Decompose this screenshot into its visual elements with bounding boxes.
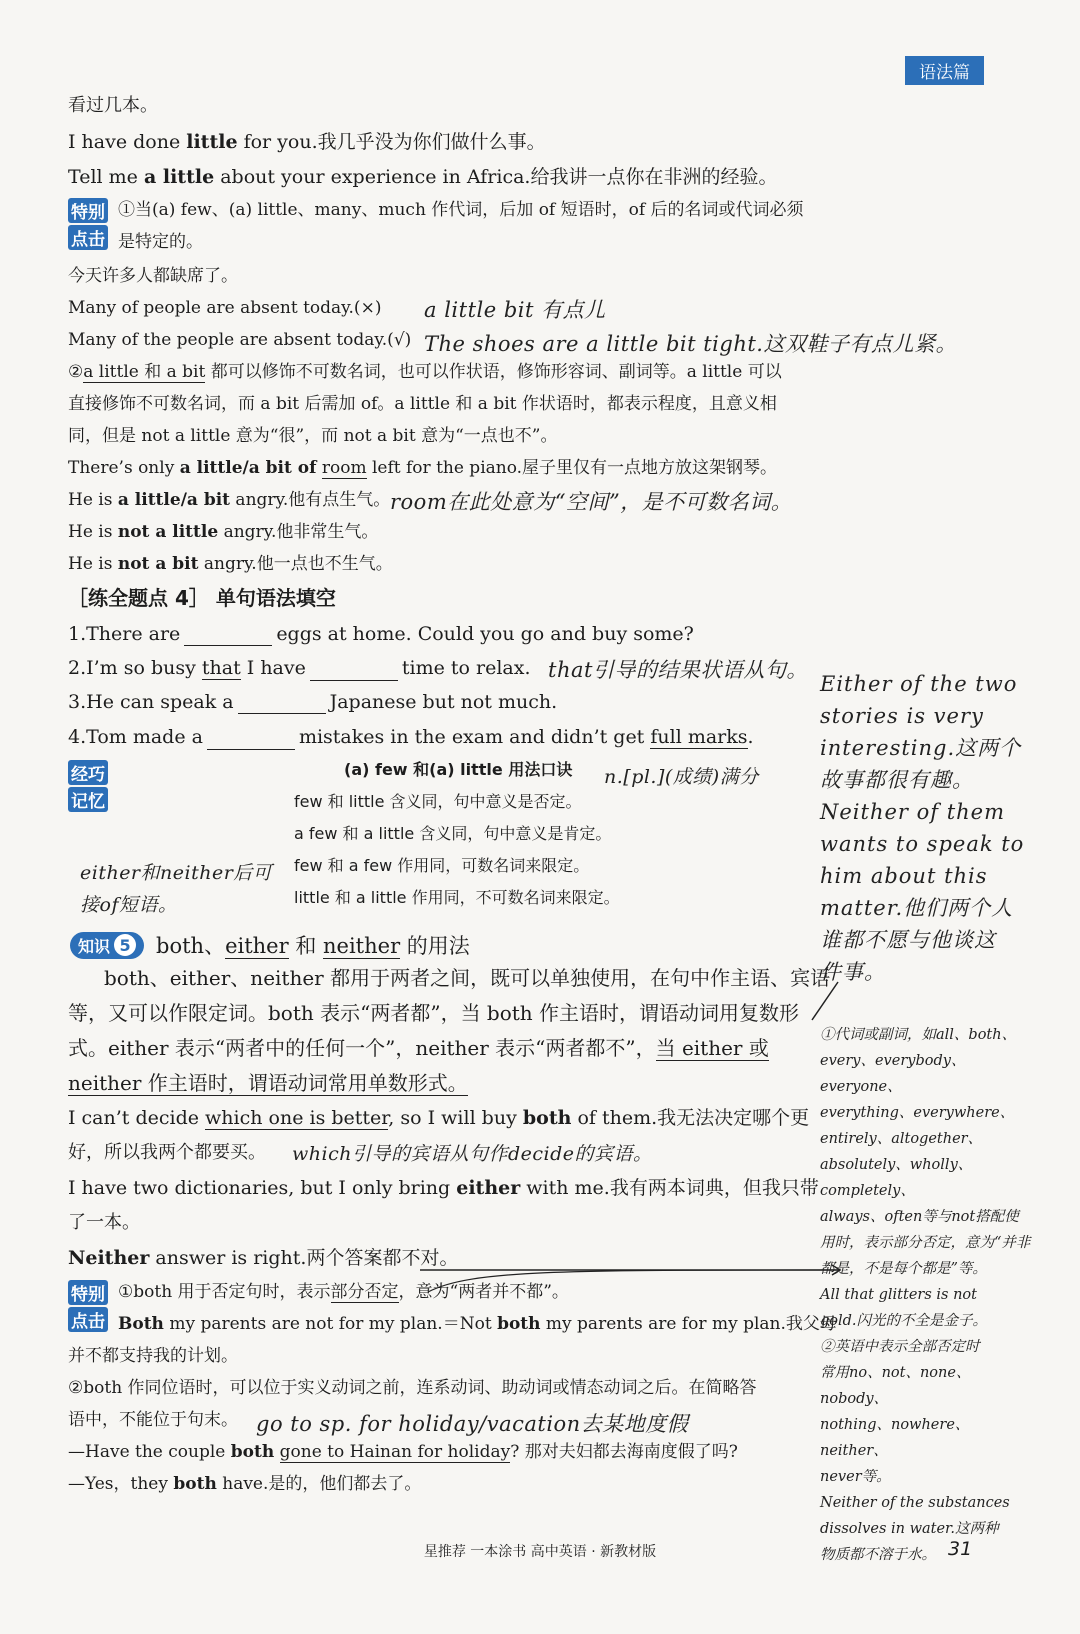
knowledge-title: both、either 和 neither 的用法	[156, 934, 470, 958]
tip-text: 语中，不能位于句末。	[68, 1410, 238, 1430]
handwritten-note: go to sp. for holiday/vacation去某地度假	[256, 1412, 689, 1436]
mnemonic-line: few 和 a few 作用同，可数名词来限定。	[294, 856, 590, 875]
note-line: nothing、nowhere、neither、	[820, 1417, 970, 1459]
note-line: 用时，表示部分否定，意为“并非	[820, 1235, 1031, 1251]
handwritten-note: either和neither后可	[80, 862, 273, 884]
handwritten-note: room在此处意为“空间”，是不可数名词。	[390, 490, 793, 514]
note-line: ①代词或副词，如all、both、	[820, 1027, 1017, 1043]
example-sentence: I have done little for you.我几乎没为你们做什么事。	[68, 131, 546, 153]
note-line: wants to speak to	[820, 832, 1025, 856]
example-sentence: 了一本。	[68, 1212, 140, 1233]
note-line: entirely、altogether、	[820, 1131, 983, 1147]
note-line: matter.他们两个人	[820, 896, 1014, 920]
example-sentence: Neither answer is right.两个答案都不对。	[68, 1247, 459, 1269]
handwritten-note: n.[pl.](成绩)满分	[604, 766, 759, 788]
note-line: 谁都不愿与他谈这	[820, 928, 996, 952]
note-line: 件事。	[820, 960, 886, 984]
page-footer: 星推荐 一本涂书 高中英语 · 新教材版	[423, 1544, 657, 1560]
note-line: All that glitters is not	[820, 1287, 977, 1303]
note-line: 常用no、not、none、nobody、	[820, 1365, 971, 1407]
note-line: Either of the two	[820, 672, 1018, 696]
mnemonic-line: few 和 little 含义同，句中意义是否定。	[294, 792, 582, 811]
example-sentence: I have two dictionaries, but I only bring either with me.我有两本词典，但我只带	[68, 1177, 819, 1199]
exercise-item: 4.Tom made a mistakes in the exam and didn’t get full marks.	[68, 726, 754, 748]
arrow-line	[812, 982, 838, 1020]
paragraph-line: 等，又可以作限定词。both 表示“两者都”，当 both 作主语时，谓语动词用复数形	[68, 1001, 800, 1025]
example-sentence: He is not a little angry.他非常生气。	[68, 522, 379, 542]
arrow-line	[428, 1270, 840, 1292]
mnemonic-line: a few 和 a little 含义同，句中意义是肯定。	[294, 824, 612, 843]
knowledge-badge: 知识 5	[70, 932, 144, 959]
exercise-item: 3.He can speak a Japanese but not much.	[68, 691, 558, 713]
handwritten-note: which引导的宾语从句作decide的宾语。	[292, 1143, 653, 1165]
exercise-item: 1.There are eggs at home. Could you go and buy some?	[68, 623, 694, 645]
tip-text: ①当(a) few、(a) little、many、much 作代词，后加 of 短语时，of 后的名词或代词必须	[118, 200, 804, 220]
note-line: 都是，不是每个都是”等。	[820, 1261, 987, 1277]
badge-text: 点击	[68, 225, 108, 250]
handwritten-note: that引导的结果状语从句。	[548, 658, 808, 682]
example-sentence: Many of people are absent today.(×)	[68, 298, 382, 318]
note-line: dissolves in water.这两种	[820, 1521, 999, 1537]
note-line: never等。	[820, 1469, 891, 1485]
example-sentence: There’s only a little/a bit of room left for the piano.屋子里仅有一点地方放这架钢琴。	[68, 458, 778, 478]
tip-text: 同，但是 not a little 意为“很”，而 not a bit 意为“一点也不”。	[68, 426, 558, 446]
badge-text: 特别	[68, 1280, 108, 1305]
example-sentence: He is not a bit angry.他一点也不生气。	[68, 554, 393, 574]
paragraph-line: neither 作主语时，谓语动词常用单数形式。	[68, 1071, 468, 1095]
tip-text: 并不都支持我的计划。	[68, 1346, 238, 1366]
handwritten-note: a little bit 有点儿	[424, 298, 606, 322]
page-number: 31	[948, 1538, 973, 1560]
note-line: gold.闪光的不全是金子。	[820, 1313, 988, 1329]
note-line: every、everybody、everyone、	[820, 1053, 966, 1095]
note-line: ②英语中表示全部否定时	[820, 1339, 980, 1355]
note-line: Neither of the substances	[820, 1495, 1010, 1511]
example-sentence: Many of the people are absent today.(√)	[68, 330, 412, 350]
note-line: absolutely、wholly、completely、	[820, 1157, 973, 1199]
note-line: 故事都很有趣。	[820, 768, 974, 792]
example-sentence: He is a little/a bit angry.他有点生气。	[68, 490, 391, 510]
badge-text: 点击	[68, 1307, 108, 1332]
paragraph-line: both、either、neither 都用于两者之间，既可以单独使用，在句中作主语、宾语	[104, 966, 831, 990]
note-line: stories is very	[820, 704, 984, 728]
tip-text: ①both 用于否定句时，表示部分否定，意为“两者并不都”。	[118, 1282, 569, 1302]
tip-text: 直接修饰不可数名词，而 a bit 后需加 of。a little 和 a bit 作状语时，都表示程度，且意义相	[68, 394, 777, 414]
badge-text: 特别	[68, 198, 108, 223]
example-sentence: —Have the couple both gone to Hainan for holiday? 那对夫妇都去海南度假了吗?	[68, 1442, 738, 1462]
text-line: 看过几本。	[68, 95, 158, 116]
tip-text: 是特定的。	[118, 232, 203, 252]
example-sentence: Both my parents are not for my plan.＝Not both my parents are for my plan.我父母	[118, 1314, 837, 1334]
paragraph-line: 式。either 表示“两者中的任何一个”，neither 表示“两者都不”，当 either 或	[68, 1036, 769, 1060]
note-line: him about this	[820, 864, 988, 888]
example-sentence: Tell me a little about your experience in Africa.给我讲一点你在非洲的经验。	[68, 166, 778, 188]
note-line: always、often等与not搭配使	[820, 1209, 1019, 1225]
tip-text: ②both 作同位语时，可以位于实义动词之前，连系动词、助动词或情态动词之后。在简略答	[68, 1378, 757, 1398]
note-line: 物质都不溶于水。	[820, 1547, 936, 1563]
handwritten-note: The shoes are a little bit tight.这双鞋子有点儿紧。	[424, 332, 957, 356]
example-sentence: I can’t decide which one is better, so I will buy both of them.我无法决定哪个更	[68, 1107, 810, 1129]
practice-title: ［练全题点 4］ 单句语法填空	[68, 586, 336, 610]
handwritten-note: 接of短语。	[80, 894, 178, 916]
tip-text: ②a little 和 a bit 都可以修饰不可数名词，也可以作状语，修饰形容词、副词等。a little 可以	[68, 362, 782, 382]
section-tag: 语法篇	[905, 56, 984, 85]
mnemonic-line: little 和 a little 作用同，不可数名词来限定。	[294, 888, 620, 907]
badge-text: 经巧	[68, 760, 108, 785]
note-line: Neither of them	[820, 800, 1006, 824]
badge-text: 记忆	[68, 787, 108, 812]
exercise-item: 2.I’m so busy that I have time to relax.	[68, 657, 531, 679]
example-sentence: —Yes，they both have.是的，他们都去了。	[68, 1474, 422, 1494]
note-line: interesting.这两个	[820, 736, 1022, 760]
note-line: everything、everywhere、	[820, 1105, 1015, 1121]
example-sentence: 好，所以我两个都要买。	[68, 1142, 266, 1163]
text-line: 今天许多人都缺席了。	[68, 266, 238, 286]
mnemonic-title: (a) few 和(a) little 用法口诀	[344, 760, 573, 779]
